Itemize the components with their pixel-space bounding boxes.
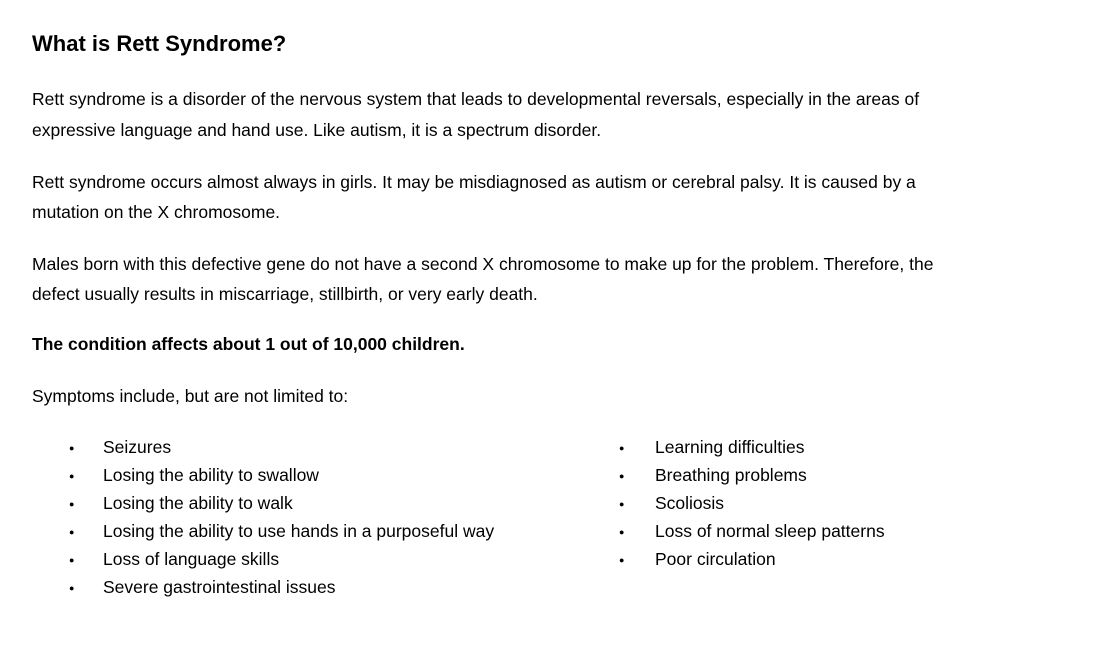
symptom-item: Learning difficulties: [655, 437, 805, 457]
symptom-item: Losing the ability to walk: [103, 493, 293, 513]
symptom-item: Scoliosis: [655, 493, 725, 513]
bullet-icon: ●: [69, 471, 75, 481]
symptom-item: Seizures: [103, 437, 172, 457]
symptom-item: Breathing problems: [655, 465, 807, 485]
bullet-icon: ●: [69, 443, 75, 453]
bullet-icon: ●: [619, 555, 625, 565]
bullet-icon: ●: [619, 443, 625, 453]
symptom-item: Losing the ability to use hands in a purposeful way: [103, 521, 495, 541]
paragraph-3-line-2: defect usually results in miscarriage, stillbirth, or very early death.: [32, 284, 538, 304]
bullet-icon: ●: [69, 583, 75, 593]
bullet-icon: ●: [69, 499, 75, 509]
symptom-item: Loss of normal sleep patterns: [655, 521, 885, 541]
symptom-item: Loss of language skills: [103, 549, 280, 569]
paragraph-2-line-1: Rett syndrome occurs almost always in girls. It may be misdiagnosed as autism or cerebral palsy. It is caused by a: [32, 172, 916, 192]
symptoms-intro: Symptoms include, but are not limited to:: [32, 386, 349, 406]
paragraph-3-line-1: Males born with this defective gene do not have a second X chromosome to make up for the problem. Therefore, the: [32, 254, 934, 274]
bullet-icon: ●: [69, 555, 75, 565]
page-title: What is Rett Syndrome?: [32, 31, 287, 56]
symptom-item: Severe gastrointestinal issues: [103, 577, 336, 597]
bold-statement: The condition affects about 1 out of 10,000 children.: [32, 334, 465, 354]
bullet-icon: ●: [69, 527, 75, 537]
bullet-icon: ●: [619, 527, 625, 537]
paragraph-1-line-1: Rett syndrome is a disorder of the nervous system that leads to developmental reversals, especially in the areas of: [32, 89, 920, 109]
paragraph-2-line-2: mutation on the X chromosome.: [32, 202, 281, 222]
paragraph-1-line-2: expressive language and hand use. Like autism, it is a spectrum disorder.: [32, 120, 602, 140]
symptom-item: Losing the ability to swallow: [103, 465, 319, 485]
symptom-item: Poor circulation: [655, 549, 776, 569]
bullet-icon: ●: [619, 471, 625, 481]
bullet-icon: ●: [619, 499, 625, 509]
